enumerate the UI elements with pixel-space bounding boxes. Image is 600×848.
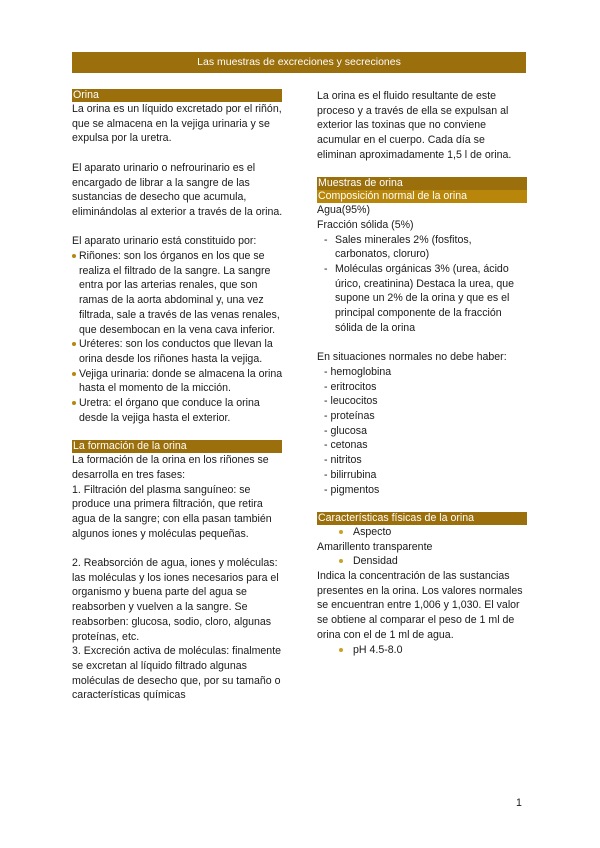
fase-1: 1. Filtración del plasma sanguíneo: se produce una primera filtración, que retira agua de la sangre; con ella pasan también algunos iones y moléculas pequeñas. bbox=[72, 483, 272, 540]
bullet-icon bbox=[339, 559, 343, 563]
aspecto-item: Aspecto bbox=[317, 525, 527, 540]
list-item: Vejiga urinaria: donde se almacena la orina hasta el momento de la micción. bbox=[72, 367, 284, 396]
normales-intro: En situaciones normales no debe haber: bbox=[317, 351, 507, 364]
section-heading-orina: Orina bbox=[72, 89, 282, 102]
list-item: - hemoglobina bbox=[324, 365, 392, 378]
orina-paragraph-1: La orina es un líquido excretado por el riñón, que se almacena en la vejiga urinaria y se expulsa por la uretra. bbox=[72, 103, 282, 145]
list-item: Uretra: el órgano que conduce la orina desde la vejiga hasta el exterior. bbox=[72, 396, 284, 425]
list-item: - cetonas bbox=[324, 439, 368, 452]
densidad-text: Indica la concentración de las sustancias presentes en la orina. Los valores normales se encuentran entre 1,006 y 1,030. El valor se obtiene al comparar el peso de 1 ml de orina con el de 1 ml de agua. bbox=[317, 570, 523, 641]
densidad-item: Densidad bbox=[317, 554, 527, 569]
agua-line: Agua(95%) bbox=[317, 204, 370, 217]
list-item: - eritrocitos bbox=[324, 380, 377, 393]
document-title-banner: Las muestras de excreciones y secreciones bbox=[72, 52, 526, 73]
list-item: - bilirrubina bbox=[324, 468, 377, 481]
list-item: Uréteres: son los conductos que llevan la orina desde los riñones hasta la vejiga. bbox=[72, 337, 284, 366]
aspecto-value: Amarillento transparente bbox=[317, 540, 433, 553]
list-item: - Moléculas orgánicas 3% (urea, ácido úrico, creatinina) Destaca la urea, que supone un 2% de la orina y que es el principal componente de la fracción sólida de la orina bbox=[324, 263, 515, 334]
list-item: - leucocitos bbox=[324, 395, 378, 408]
section-heading-formacion: La formación de la orina bbox=[72, 440, 282, 453]
list-item: - nitritos bbox=[324, 454, 362, 467]
section-heading-muestras: Muestras de orina bbox=[317, 177, 527, 190]
ph-item: pH 4.5-8.0 bbox=[317, 643, 527, 658]
list-item: - glucosa bbox=[324, 424, 367, 437]
fase-2: 2. Reabsorción de agua, iones y moléculas: las moléculas y los iones necesarios para el organismo y buena parte del agua se reabsorben y vuelven a la sangre. Se reabsorben: glucosa, sodio, cloro, algunas proteínas, etc. bbox=[72, 557, 279, 643]
no-debe-haber-list bbox=[317, 365, 527, 497]
bullet-icon bbox=[72, 254, 76, 258]
bullet-icon bbox=[72, 342, 76, 346]
componentes-list bbox=[317, 233, 527, 336]
orina-paragraph-2: El aparato urinario o nefrourinario es el encargado de librar a la sangre de las sustancias de desecho que acumula, eliminándolas al exterior a través de la orina. bbox=[72, 161, 283, 218]
fase-3: 3. Excreción activa de moléculas: finalmente se excretan al líquido filtrado algunas moléculas de desecho que, por su tamaño o características químicas bbox=[72, 645, 282, 702]
list-item: Riñones: son los órganos en los que se realiza el filtrado de la sangre. La sangre entra por las arterias renales, que son ramas de la aorta abdominal y, una vez filtrada, sale a través de las venas renales, que desembocan en la vena cava inferior. bbox=[72, 249, 284, 337]
bullet-icon bbox=[72, 372, 76, 376]
list-item: - proteínas bbox=[324, 410, 375, 423]
section-heading-fisicas: Características físicas de la orina bbox=[317, 512, 527, 525]
left-column bbox=[72, 89, 284, 703]
orina-paragraph-3: El aparato urinario está constituido por: bbox=[72, 235, 257, 248]
continuation-paragraph: La orina es el fluido resultante de este proceso y a través de ella se expulsan al exterior las toxinas que no conviene acumular en el cuerpo. Cada día se eliminan aproximadamente 1,5 l de orina. bbox=[317, 90, 512, 161]
fraccion-line: Fracción sólida (5%) bbox=[317, 218, 414, 231]
formacion-intro: La formación de la orina en los riñones se desarrolla en tres fases: bbox=[72, 454, 269, 481]
bullet-icon bbox=[339, 530, 343, 534]
bullet-icon bbox=[339, 648, 343, 652]
right-column bbox=[317, 89, 527, 657]
subheading-composicion: Composición normal de la orina bbox=[317, 190, 527, 203]
list-item: - Sales minerales 2% (fosfitos, carbonatos, cloruro) bbox=[324, 233, 472, 261]
list-item: - pigmentos bbox=[324, 483, 380, 496]
bullet-icon bbox=[72, 401, 76, 405]
page-number: 1 bbox=[516, 797, 522, 809]
organs-list bbox=[72, 249, 284, 425]
